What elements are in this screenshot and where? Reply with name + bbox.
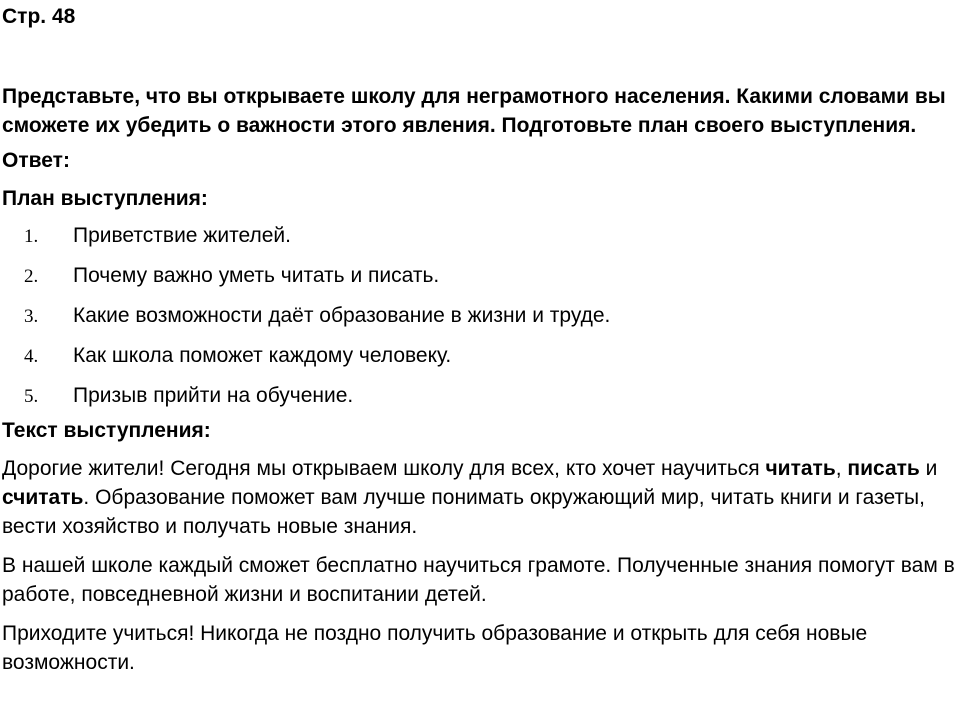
- speech-paragraph-3: Приходите учиться! Никогда не поздно получить образование и открыть для себя новые возможности.: [2, 622, 868, 674]
- plan-item: [2, 376, 965, 416]
- plan-item: [2, 256, 965, 296]
- speech-p1-bold-write: писать: [847, 457, 920, 480]
- speech-p1-bold-count: считать: [2, 486, 84, 509]
- plan-item-text: Приветствие жителей.: [73, 224, 291, 247]
- plan-item: [2, 216, 965, 256]
- plan-item-number: 4.: [24, 346, 39, 367]
- speech-p1-rest: . Образование поможет вам лучше понимать окружающий мир, читать книги и газеты, вести хозяйство и получать новые знания.: [2, 486, 925, 538]
- plan-item-number: 5.: [24, 386, 39, 407]
- plan-item-text: Какие возможности даёт образование в жизни и труде.: [73, 304, 611, 327]
- plan-item-number: 3.: [24, 306, 39, 327]
- plan-heading: План выступления:: [2, 187, 208, 210]
- page-label: Стр. 48: [2, 5, 76, 28]
- plan-item: [2, 336, 965, 376]
- speech-p1-bold-read: читать: [765, 457, 836, 480]
- answer-label: Ответ:: [2, 149, 70, 172]
- plan-item-number: 2.: [24, 266, 39, 287]
- task-text: Представьте, что вы открываете школу для неграмотного населения. Какими словами вы сможете их убедить о важности этого явления. Подготовьте план своего выступления.: [2, 85, 946, 137]
- speech-p1-sep2: и: [919, 457, 938, 480]
- plan-item-text: Призыв прийти на обучение.: [73, 384, 354, 407]
- speech-p1-sep1: ,: [835, 457, 848, 480]
- plan-item-text: Как школа поможет каждому человеку.: [73, 344, 452, 367]
- speech-paragraph-2: В нашей школе каждый сможет бесплатно научиться грамоте. Полученные знания помогут вам в работе, повседневной жизни и воспитании детей.: [2, 554, 955, 606]
- speech-paragraph-1: [2, 454, 964, 541]
- plan-item-text: Почему важно уметь читать и писать.: [73, 264, 440, 287]
- plan-item: [2, 296, 965, 336]
- plan-list: [2, 216, 965, 416]
- speech-heading: Текст выступления:: [2, 419, 211, 442]
- plan-item-number: 1.: [24, 226, 39, 247]
- speech-p1-intro: Дорогие жители! Сегодня мы открываем школу для всех, кто хочет научиться: [2, 457, 766, 480]
